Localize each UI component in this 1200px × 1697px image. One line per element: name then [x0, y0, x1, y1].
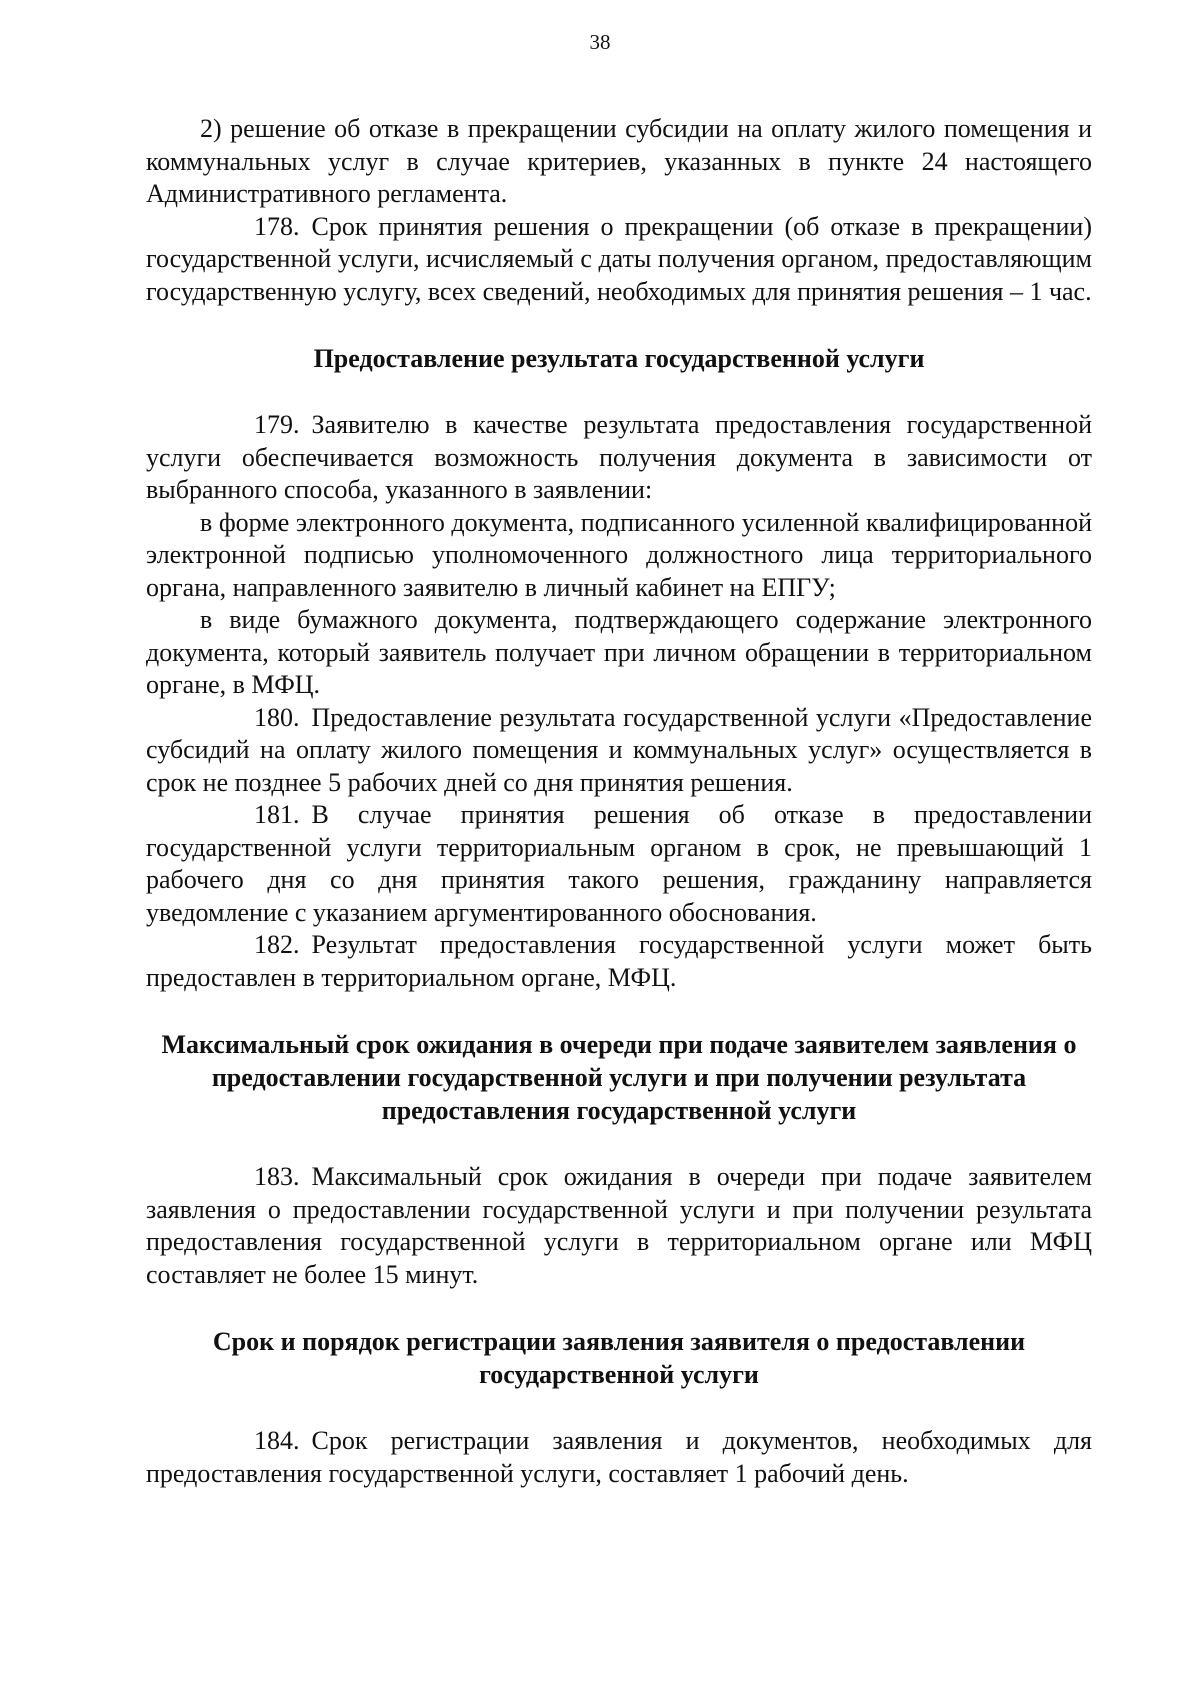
paragraph-paper-form: в виде бумажного документа, подтверждающего содержание электронного документа, который заявитель получает при личном обращении в территориальном органе, в МФЦ.: [146, 605, 1092, 699]
page-number: 38: [589, 30, 611, 54]
paragraph-184: 184. Срок регистрации заявления и документов, необходимых для предоставления государственной услуги, составляет 1 рабочий день.: [146, 1426, 1092, 1488]
paragraph-181: 181. В случае принятия решения об отказе в предоставлении государственной услуги территориальным органом в срок, не превышающий 1 рабочего дня со дня принятия такого решения, гражданину направляется уведомление с указанием аргументированного обоснования.: [146, 800, 1092, 927]
paragraph-number: 178.: [254, 211, 300, 241]
paragraph-number: 181.: [254, 800, 300, 829]
paragraph-number: 182.: [254, 930, 300, 959]
paragraph-number: 179.: [254, 410, 300, 439]
section-heading-queue-time: Максимальный срок ожидания в очереди при подаче заявителем заявления о предоставлении государственной услуги и при получении результата предоставления государственной услуги: [161, 1030, 1077, 1125]
paragraph-number: 180.: [254, 702, 300, 732]
paragraph-183: 183. Максимальный срок ожидания в очереди при подаче заявителем заявления о предоставлении государственной услуги и при получении результата предоставления государственной услуги в территориальном органе или МФЦ составляет не более 15 минут.: [146, 1162, 1092, 1289]
paragraph-182: 182. Результат предоставления государственной услуги может быть предоставлен в территориальном органе, МФЦ.: [146, 930, 1092, 992]
section-heading-result: Предоставление результата государственной услуги: [313, 344, 925, 373]
paragraph-180: 180. Предоставление результата государственной услуги «Предоставление субсидий на оплату жилого помещения и коммунальных услуг» осуществляется в срок не позднее 5 рабочих дней со дня принятия решения.: [146, 702, 1092, 797]
document-body: [146, 113, 1092, 1490]
paragraph-number: 183.: [254, 1162, 300, 1191]
paragraph-179: 179. Заявителю в качестве результата предоставления государственной услуги обеспечивается возможность получения документа в зависимости от выбранного способа, указанного в заявлении:: [146, 410, 1092, 504]
paragraph-electronic-form: в форме электронного документа, подписанного усиленной квалифицированной электронной подписью уполномоченного должностного лица территориального органа, направленного заявителю в личный кабинет на ЕПГУ;: [146, 507, 1092, 602]
paragraph-decision-refusal: 2) решение об отказе в прекращении субсидии на оплату жилого помещения и коммунальных услуг в случае критериев, указанных в пункте 24 настоящего Административного регламента.: [146, 114, 1092, 208]
section-heading-registration: Срок и порядок регистрации заявления заявителя о предоставлении государственной услуги: [212, 1327, 1026, 1389]
paragraph-number: 184.: [254, 1426, 300, 1455]
paragraph-178: 178. Срок принятия решения о прекращении (об отказе в прекращении) государственной услуги, исчисляемый с даты получения органом, предоставляющим государственную услугу, всех сведений, необходимых для принятия решения – 1 час.: [146, 211, 1092, 306]
